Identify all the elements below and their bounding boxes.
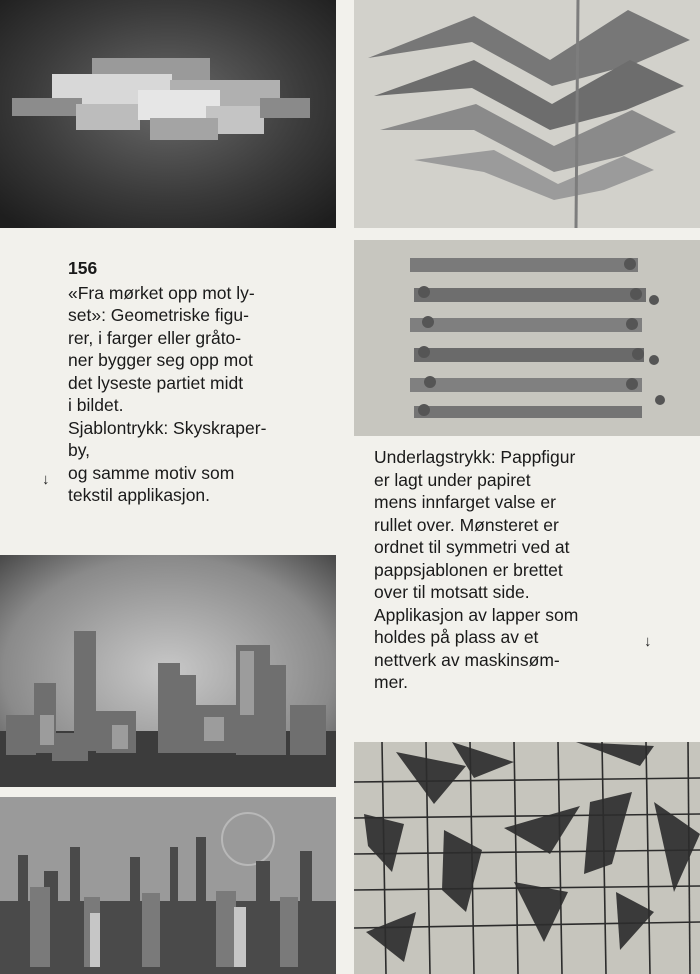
arrow-down-icon: ↓ [644, 633, 652, 650]
caption-line: det lyseste partiet midt [68, 372, 244, 393]
photo-applique-netting [354, 742, 700, 974]
photo-chevron-print [354, 0, 700, 228]
caption-line: ordnet til symmetri ved at [374, 537, 570, 557]
left-caption [68, 257, 318, 507]
caption-line: set»: Geometriske figu- [68, 305, 249, 325]
right-caption [374, 446, 624, 694]
caption-line: mer. [374, 672, 409, 692]
caption-line: ner bygger seg opp mot [68, 350, 253, 370]
caption-line: mens innfarget valse er [374, 492, 556, 512]
caption-line: Applikasjon av lapper som [374, 604, 579, 625]
caption-line: Sjablontrykk: Skyskraper- [68, 417, 267, 438]
caption-line: nettverk av maskinsøm- [374, 649, 560, 670]
caption-line: «Fra mørket opp mot ly- [68, 282, 255, 303]
photo-underlay-stripes [354, 240, 700, 436]
figure-number: 156 [68, 258, 98, 278]
photo-skyscraper-stencil [0, 555, 336, 787]
caption-line: rullet over. Mønsteret er [374, 514, 559, 535]
caption-line: er lagt under papiret [374, 469, 531, 490]
photo-skyscraper-applique [0, 797, 336, 974]
caption-line: Underlagstrykk: Pappfigur [374, 447, 576, 467]
caption-line: over til motsatt side. [374, 582, 530, 602]
caption-line: by, [68, 440, 91, 460]
caption-line: pappsjablonen er brettet [374, 559, 563, 580]
caption-line: og samme motiv som [68, 462, 235, 483]
photo-geometric-rectangles [0, 0, 336, 228]
caption-line: rer, i farger eller gråto- [68, 327, 242, 348]
caption-line: holdes på plass av et [374, 627, 539, 647]
caption-line: i bildet. [68, 395, 124, 415]
caption-line: tekstil applikasjon. [68, 485, 211, 505]
arrow-down-icon: ↓ [42, 471, 50, 488]
